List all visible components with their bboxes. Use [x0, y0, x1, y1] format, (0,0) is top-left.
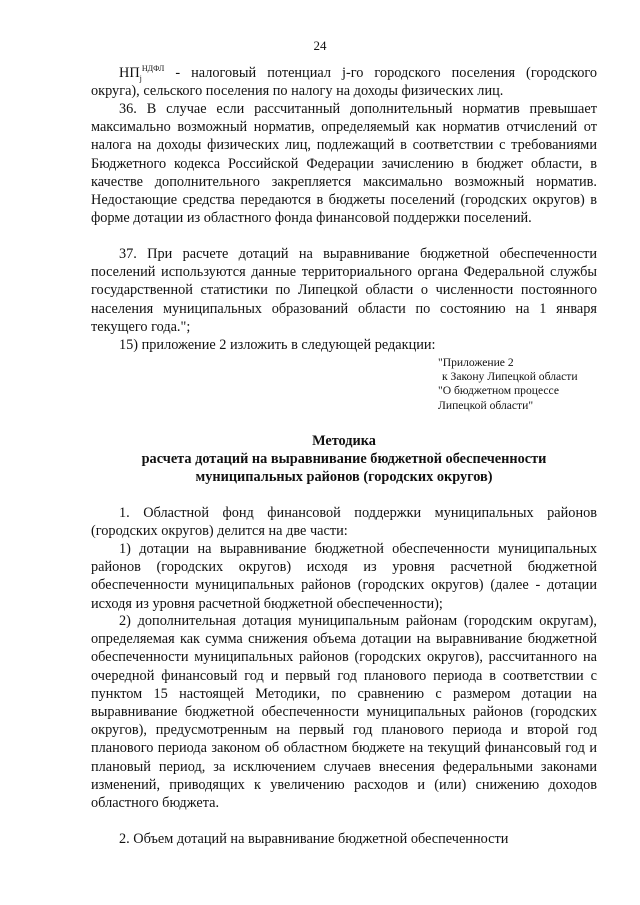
paragraph-36: 36. В случае если рассчитанный дополнительный норматив превышает максимально возможный норматив, определяемый как норматив отчислений от налога на доходы физических лиц, подлежащий в соответствии с требованиями Бюджетного кодекса Российской Федерации зачислению в бюджет области, в качестве дополнительного закрепляется максимально возможный норматив. Недостающие средства передаются в бюджеты поселений (городских округов) в форме дотации из областного фонда финансовой поддержки поселений. — [91, 101, 597, 227]
np-text: - налоговый потенциал j-го городского поселения (городского округа), сельского поселения по налогу на доходы физических лиц. — [91, 65, 597, 100]
page-number: 24 — [313, 38, 327, 53]
paragraph-item-15: 15) приложение 2 изложить в следующей редакции: — [119, 337, 436, 353]
np-definition — [91, 64, 597, 100]
np-subscript: j — [139, 73, 142, 83]
methodology-title: Методика — [312, 433, 376, 449]
body-item-1: 1. Областной фонд финансовой поддержки муниципальных районов (городских округов) делится на две части: — [91, 505, 597, 540]
np-superscript: НДФЛ — [141, 64, 165, 74]
np-symbol: НП — [119, 65, 140, 81]
appendix-note — [438, 356, 578, 413]
appendix-line: Липецкой области" — [438, 398, 534, 412]
appendix-line: "О бюджетном процессе — [438, 384, 559, 398]
body-item-1-2: 2) дополнительная дотация муниципальным районам (городским округам), определяемая как сумма снижения объема дотации на выравнивание бюджетной обеспеченности муниципальных районов (городских округов), рассчитанного на очередной финансовый год и первый год планового периода в соответствии с пунктом 15 настоящей Методики, по сравнению с размером дотации на выравнивание бюджетной обеспеченности муниципальных районов (городских округов), предусмотренным на первый год планового периода и второй год планового периода законом об областном бюджете на текущий финансовый год и плановый период, за исключением случаев внесения федеральными законами изменений, приводящих к увеличению расходов и (или) снижению доходов областного бюджета. — [91, 613, 597, 812]
methodology-subtitle-2: муниципальных районов (городских округов) — [195, 469, 493, 485]
paragraph-37: 37. При расчете дотаций на выравнивание бюджетной обеспеченности поселений используются данные территориального органа Федеральной службы государственной статистики по Липецкой области о численности постоянного населения муниципальных образований области по состоянию на 1 января текущего года."; — [91, 246, 597, 335]
methodology-subtitle-1: расчета дотаций на выравнивание бюджетной обеспеченности — [141, 451, 547, 467]
body-item-2: 2. Объем дотаций на выравнивание бюджетной обеспеченности — [119, 831, 509, 847]
appendix-line: "Приложение 2 — [438, 356, 514, 369]
body-item-1-1: 1) дотации на выравнивание бюджетной обеспеченности муниципальных районов (городских округов) исходя из уровня расчетной бюджетной обеспеченности муниципальных районов (городских округов) (далее - дотации исходя из уровня расчетной бюджетной обеспеченности); — [91, 541, 597, 612]
appendix-line: к Закону Липецкой области — [442, 370, 578, 384]
